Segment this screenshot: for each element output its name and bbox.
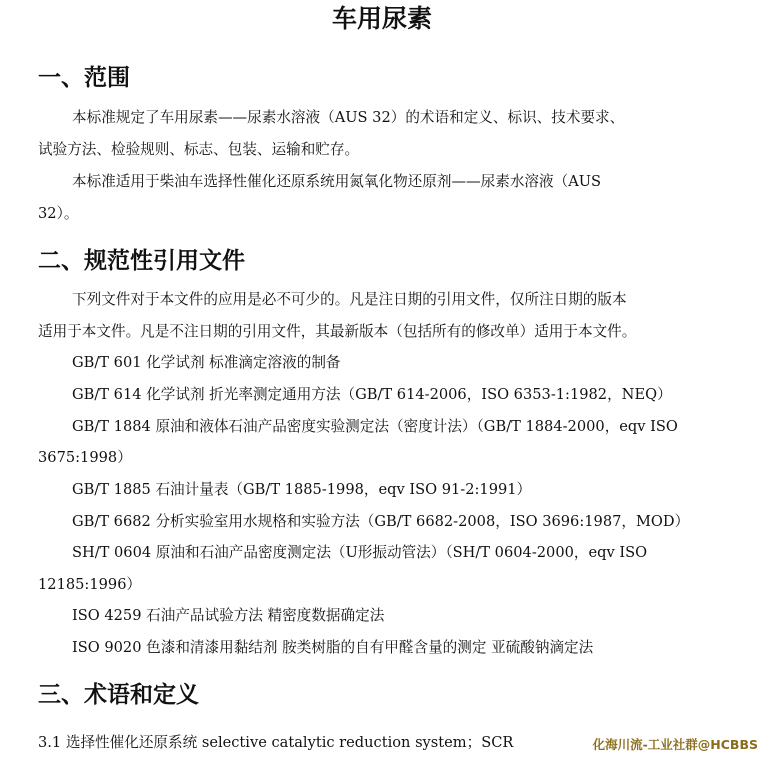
reference-gbt-1885: GB/T 1885 石油计量表（GB/T 1885-1998，eqv ISO 91-2:1991） xyxy=(72,481,532,498)
references-intro-line-2: 适用于本文件。凡是不注日期的引用文件，其最新版本（包括所有的修改单）适用于本文件。 xyxy=(38,323,637,340)
scope-paragraph-2-line-1: 本标准适用于柴油车选择性催化还原系统用氮氧化物还原剂——尿素水溶液（AUS xyxy=(72,173,602,190)
reference-iso-9020: ISO 9020 色漆和清漆用黏结剂 胺类树脂的自有甲醛含量的测定 亚硫酸钠滴定法 xyxy=(72,639,594,656)
scope-paragraph-1-line-1: 本标准规定了车用尿素——尿素水溶液（AUS 32）的术语和定义、标识、技术要求、 xyxy=(72,109,625,126)
term-3-1: 3.1 选择性催化还原系统 selective catalytic reduction system；SCR xyxy=(38,734,514,751)
section-heading-scope: 一、范围 xyxy=(38,65,130,91)
reference-gbt-1884: GB/T 1884 原油和液体石油产品密度实验测定法（密度计法）（GB/T 1884-2000，eqv ISO xyxy=(72,418,678,435)
document-title: 车用尿素 xyxy=(331,4,432,33)
reference-gbt-601: GB/T 601 化学试剂 标准滴定溶液的制备 xyxy=(72,354,341,371)
watermark-text: 化海川流-工业社群@HCBBS xyxy=(592,737,758,752)
reference-gbt-6682: GB/T 6682 分析实验室用水规格和实验方法（GB/T 6682-2008，ISO 3696:1987，MOD） xyxy=(72,513,690,530)
reference-iso-4259: ISO 4259 石油产品试验方法 精密度数据确定法 xyxy=(72,607,385,624)
references-intro-line-1: 下列文件对于本文件的应用是必不可少的。凡是注日期的引用文件，仅所注日期的版本 xyxy=(72,291,627,308)
reference-gbt-1884-continued: 3675:1998） xyxy=(38,449,132,466)
reference-sht-0604-continued: 12185:1996） xyxy=(38,576,142,593)
scope-paragraph-1-line-2: 试验方法、检验规则、标志、包装、运输和贮存。 xyxy=(38,141,360,158)
section-heading-terms-definitions: 三、术语和定义 xyxy=(38,682,199,708)
reference-sht-0604: SH/T 0604 原油和石油产品密度测定法（U形振动管法）（SH/T 0604-2000，eqv ISO xyxy=(72,544,648,561)
section-heading-normative-references: 二、规范性引用文件 xyxy=(38,248,245,274)
reference-gbt-614: GB/T 614 化学试剂 折光率测定通用方法（GB/T 614-2006，ISO 6353-1:1982，NEQ） xyxy=(72,386,672,403)
scope-paragraph-2-line-2: 32）。 xyxy=(38,205,79,222)
